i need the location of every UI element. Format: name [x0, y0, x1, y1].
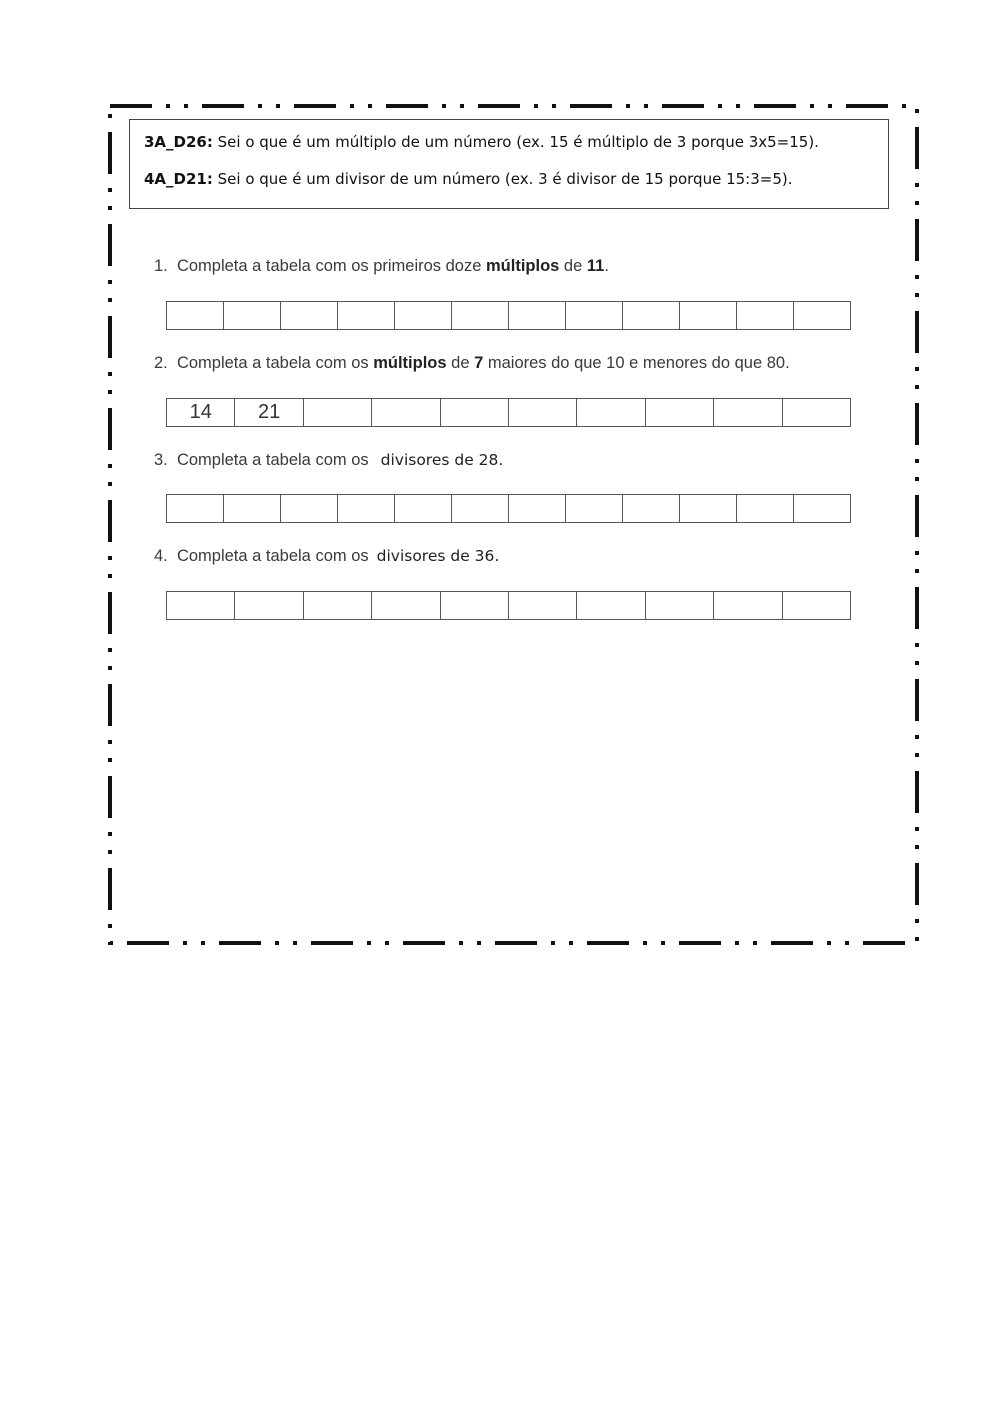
answer-cell[interactable]	[646, 399, 714, 426]
answer-cell[interactable]	[441, 592, 509, 619]
goal-code: 3A_D26:	[144, 133, 213, 151]
answer-cell[interactable]	[224, 302, 281, 329]
answer-cell[interactable]	[737, 302, 794, 329]
answer-cell[interactable]	[509, 302, 566, 329]
goal-code: 4A_D21:	[144, 170, 213, 188]
answer-cell[interactable]	[783, 399, 850, 426]
answer-cell[interactable]	[441, 399, 509, 426]
answer-cell[interactable]	[646, 592, 714, 619]
question-number: 3.	[154, 451, 168, 469]
answer-cell[interactable]	[452, 495, 509, 522]
question-text: Completa a tabela com os	[176, 451, 369, 469]
answer-cell[interactable]	[577, 592, 645, 619]
answer-cell[interactable]	[235, 592, 303, 619]
answer-cell[interactable]	[304, 592, 372, 619]
answer-cell[interactable]	[566, 302, 623, 329]
answer-cell[interactable]	[281, 495, 338, 522]
answer-cell[interactable]	[338, 302, 395, 329]
question-text: Completa a tabela com os	[176, 354, 374, 372]
answer-cell[interactable]	[623, 495, 680, 522]
answer-table-1	[166, 301, 851, 330]
answer-cell[interactable]: 14	[167, 399, 235, 426]
question-keyword: múltiplos	[486, 257, 560, 275]
goal-4a-d21	[144, 170, 793, 188]
goal-text: Sei o que é um múltiplo de um número (ex. 15 é múltiplo de 3 porque 3x5=15).	[212, 133, 819, 151]
question-text: divisores de 28.	[380, 451, 504, 469]
question-4	[154, 547, 499, 566]
question-2	[154, 354, 790, 373]
answer-cell[interactable]	[395, 302, 452, 329]
answer-cell[interactable]	[794, 495, 850, 522]
answer-table-4	[166, 591, 851, 620]
question-text: Completa a tabela com os	[176, 547, 369, 565]
answer-cell[interactable]	[680, 495, 737, 522]
answer-cell[interactable]	[509, 592, 577, 619]
question-text: .	[604, 257, 609, 275]
answer-cell[interactable]	[794, 302, 850, 329]
answer-cell[interactable]	[167, 592, 235, 619]
answer-cell[interactable]	[566, 495, 623, 522]
question-number: 1.	[154, 257, 168, 275]
answer-cell[interactable]	[680, 302, 737, 329]
question-3	[154, 451, 503, 470]
question-number: 4.	[154, 547, 168, 565]
answer-cell[interactable]	[623, 302, 680, 329]
answer-cell[interactable]	[714, 399, 782, 426]
answer-cell[interactable]	[338, 495, 395, 522]
answer-cell[interactable]: 21	[235, 399, 303, 426]
question-text: Completa a tabela com os primeiros doze	[176, 257, 486, 275]
answer-cell[interactable]	[737, 495, 794, 522]
question-number: 2.	[154, 354, 168, 372]
goal-text: Sei o que é um divisor de um número (ex. 3 é divisor de 15 porque 15:3=5).	[212, 170, 793, 188]
question-text: divisores de 36.	[376, 547, 500, 565]
question-text: de	[446, 354, 475, 372]
answer-cell[interactable]	[167, 495, 224, 522]
answer-cell[interactable]	[509, 495, 566, 522]
answer-table-3	[166, 494, 851, 523]
question-keyword: 7	[474, 354, 484, 372]
goal-3a-d26	[144, 133, 819, 151]
question-text: maiores do que 10 e menores do que 80.	[483, 354, 790, 372]
answer-cell[interactable]	[509, 399, 577, 426]
question-keyword: 11	[586, 257, 605, 275]
answer-cell[interactable]	[167, 302, 224, 329]
question-1	[154, 257, 609, 276]
answer-cell[interactable]	[395, 495, 452, 522]
answer-cell[interactable]	[714, 592, 782, 619]
answer-cell[interactable]	[224, 495, 281, 522]
answer-table-2	[166, 398, 851, 427]
answer-cell[interactable]	[372, 592, 440, 619]
question-keyword: múltiplos	[373, 354, 447, 372]
question-text: de	[559, 257, 587, 275]
answer-cell[interactable]	[304, 399, 372, 426]
answer-cell[interactable]	[452, 302, 509, 329]
answer-cell[interactable]	[577, 399, 645, 426]
answer-cell[interactable]	[281, 302, 338, 329]
answer-cell[interactable]	[372, 399, 440, 426]
answer-cell[interactable]	[783, 592, 850, 619]
learning-goals-box	[129, 119, 889, 209]
